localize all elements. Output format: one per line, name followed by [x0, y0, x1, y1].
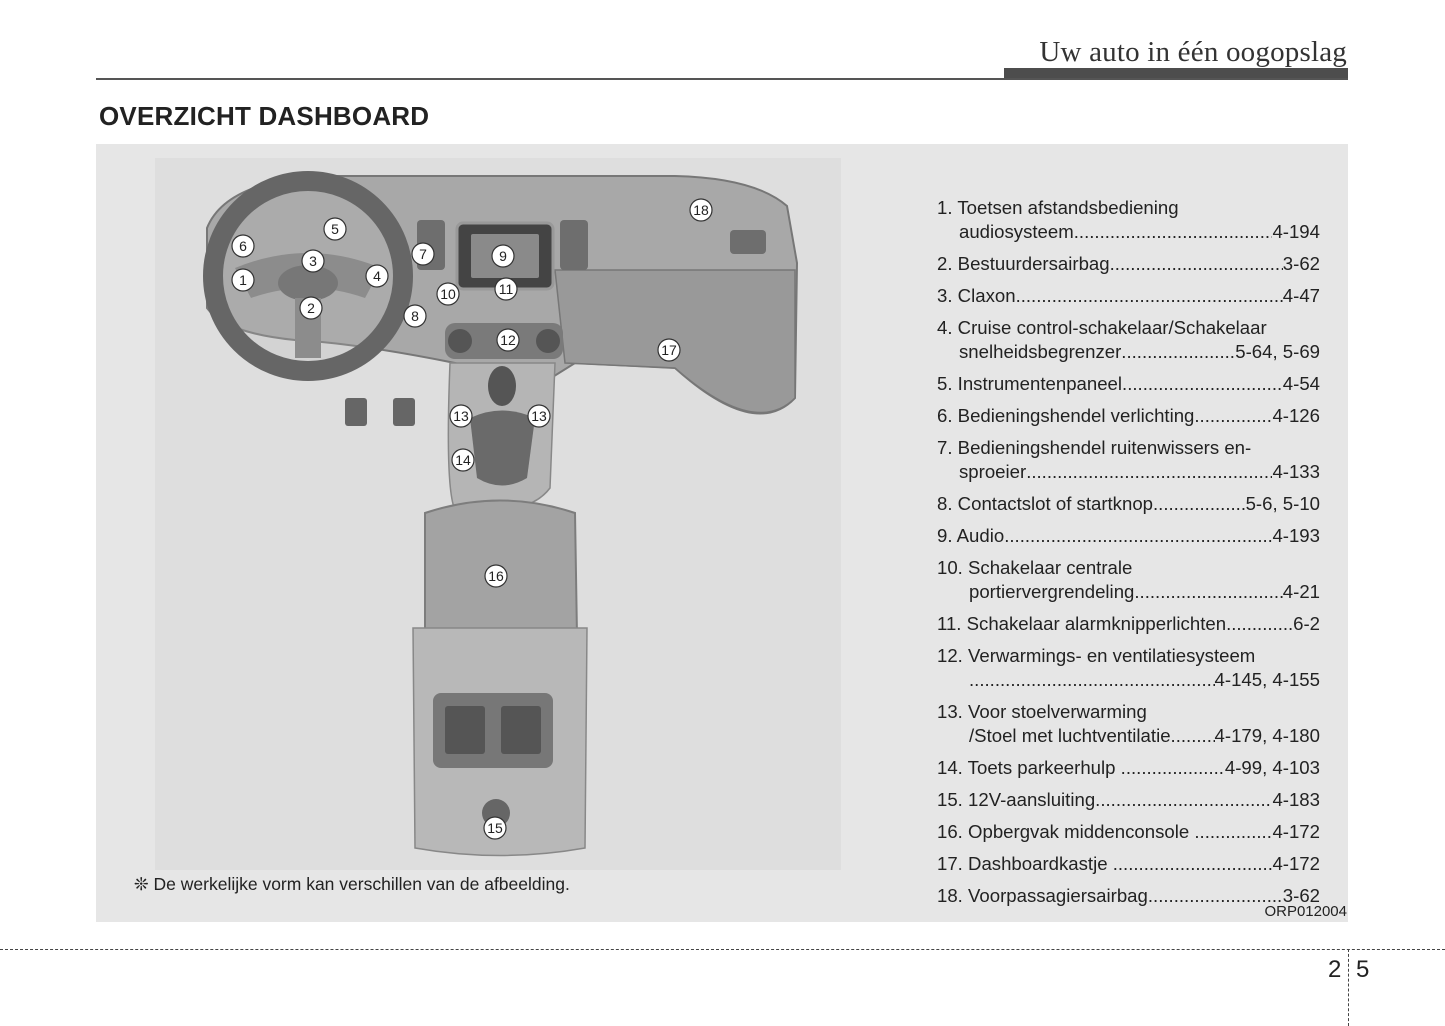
legend-page-ref: 4-54 — [1282, 373, 1320, 394]
legend-page-ref: 4-99, 4-103 — [1224, 757, 1320, 778]
legend-label: 7. Bedieningshendel ruitenwissers en- — [937, 437, 1252, 458]
leader-dots — [1194, 404, 1272, 428]
legend-line — [937, 404, 1320, 428]
callout-number: 7 — [419, 246, 427, 262]
callout-number: 18 — [693, 202, 709, 218]
legend-item — [937, 820, 1320, 844]
leader-dots — [969, 668, 1215, 692]
legend-page-ref: 4-183 — [1272, 789, 1320, 810]
footnote: ❊ De werkelijke vorm kan verschillen van de afbeelding. — [134, 874, 570, 894]
legend-page-ref: 5-64, 5-69 — [1235, 341, 1320, 362]
legend-line — [937, 724, 1320, 748]
leader-dots — [1171, 724, 1215, 748]
legend-list — [937, 196, 1320, 916]
legend-line — [937, 820, 1320, 844]
leader-dots — [1121, 756, 1225, 780]
legend-item — [937, 436, 1320, 484]
callout-number: 16 — [488, 568, 504, 584]
callout-number: 10 — [440, 286, 456, 302]
legend-page-ref: 4-172 — [1272, 853, 1320, 874]
leader-dots — [1095, 788, 1272, 812]
legend-line — [937, 884, 1320, 908]
legend-page-ref: 4-126 — [1272, 405, 1320, 426]
legend-item — [937, 788, 1320, 812]
callout-number: 3 — [309, 253, 317, 269]
legend-item — [937, 252, 1320, 276]
leader-dots — [1134, 580, 1282, 604]
legend-page-ref: 5-6, 5-10 — [1245, 493, 1320, 514]
legend-item — [937, 284, 1320, 308]
legend-item — [937, 316, 1320, 364]
legend-line — [937, 460, 1320, 484]
legend-page-ref: 4-193 — [1272, 525, 1320, 546]
legend-item — [937, 884, 1320, 908]
legend-item — [937, 852, 1320, 876]
legend-line — [937, 668, 1320, 692]
header-rule — [96, 78, 1348, 80]
leader-dots — [1122, 372, 1283, 396]
legend-line — [937, 612, 1320, 636]
callout-number: 14 — [455, 452, 471, 468]
legend-page-ref: 4-179, 4-180 — [1214, 725, 1320, 746]
legend-line — [937, 492, 1320, 516]
legend-page-ref: 6-2 — [1293, 613, 1320, 634]
legend-label: 10. Schakelaar centrale — [937, 557, 1133, 578]
figure-code: ORP012004 — [1264, 903, 1347, 920]
leader-dots — [1004, 524, 1272, 548]
legend-page-ref: 4-145, 4-155 — [1214, 669, 1320, 690]
legend-label: 5. Instrumentenpaneel — [937, 373, 1123, 394]
legend-label: 3. Claxon — [937, 285, 1016, 306]
legend-label: 16. Opbergvak middenconsole — [937, 821, 1195, 842]
legend-label: portiervergrendeling — [969, 581, 1135, 602]
legend-label: 14. Toets parkeerhulp — [937, 757, 1121, 778]
section-title: OVERZICHT DASHBOARD — [99, 101, 430, 131]
callout-number: 13 — [531, 408, 547, 424]
footer-rule — [0, 949, 1445, 950]
legend-page-ref: 4-172 — [1272, 821, 1320, 842]
callout-number: 12 — [500, 332, 516, 348]
legend-line — [937, 220, 1320, 244]
callout-number: 4 — [373, 268, 381, 284]
legend-line — [937, 556, 1320, 580]
callout-number: 17 — [661, 342, 677, 358]
legend-page-ref: 3-62 — [1282, 885, 1320, 906]
callout-number: 8 — [411, 308, 419, 324]
leader-dots — [1226, 612, 1293, 636]
leader-dots — [1110, 252, 1283, 276]
legend-line — [937, 524, 1320, 548]
legend-label: 15. 12V-aansluiting — [937, 789, 1096, 810]
legend-item — [937, 756, 1320, 780]
legend-line — [937, 700, 1320, 724]
legend-label: 11. Schakelaar alarmknipperlichten — [937, 613, 1227, 634]
callout-number: 6 — [239, 238, 247, 254]
legend-line — [937, 316, 1320, 340]
legend-label: 17. Dashboardkastje — [937, 853, 1113, 874]
leader-dots — [1148, 884, 1283, 908]
legend-label: 13. Voor stoelverwarming — [937, 701, 1147, 722]
legend-label: 9. Audio — [937, 525, 1005, 546]
legend-label: 6. Bedieningshendel verlichting — [937, 405, 1195, 426]
legend-item — [937, 612, 1320, 636]
legend-line — [937, 852, 1320, 876]
legend-label: 4. Cruise control-schakelaar/Schakelaar — [937, 317, 1267, 338]
legend-page-ref: 4-21 — [1282, 581, 1320, 602]
legend-line — [937, 252, 1320, 276]
callout-number: 2 — [307, 300, 315, 316]
legend-page-ref: 3-62 — [1282, 253, 1320, 274]
legend-line — [937, 756, 1320, 780]
legend-item — [937, 700, 1320, 748]
leader-dots — [1121, 340, 1235, 364]
legend-item — [937, 556, 1320, 604]
dashboard-illustration — [155, 158, 841, 870]
legend-page-ref: 4-133 — [1272, 461, 1320, 482]
callout-number: 5 — [331, 221, 339, 237]
leader-dots — [1194, 820, 1272, 844]
callout-number: 13 — [453, 408, 469, 424]
legend-line — [937, 788, 1320, 812]
legend-line — [937, 340, 1320, 364]
legend-label: 8. Contactslot of startknop — [937, 493, 1154, 514]
legend-line — [937, 644, 1320, 668]
legend-item — [937, 196, 1320, 244]
legend-line — [937, 196, 1320, 220]
page-number-chapter: 2 — [1328, 956, 1342, 983]
callout-number: 15 — [487, 820, 503, 836]
callout-number: 9 — [499, 248, 507, 264]
legend-line — [937, 580, 1320, 604]
legend-line — [937, 372, 1320, 396]
legend-label: audiosysteem — [959, 221, 1074, 242]
legend-line — [937, 284, 1320, 308]
callout-number: 11 — [498, 281, 514, 297]
legend-item — [937, 524, 1320, 548]
leader-dots — [1153, 492, 1246, 516]
legend-label: sproeier — [959, 461, 1027, 482]
legend-page-ref: 4-194 — [1272, 221, 1320, 242]
legend-item — [937, 644, 1320, 692]
legend-item — [937, 404, 1320, 428]
chapter-title: Uw auto in één oogopslag — [1039, 36, 1347, 68]
legend-label: 18. Voorpassagiersairbag — [937, 885, 1148, 906]
page-number-page: 5 — [1356, 956, 1370, 983]
callout-number: 1 — [239, 272, 247, 288]
legend-line — [937, 436, 1320, 460]
page-divider — [1348, 949, 1349, 1026]
leader-dots — [1026, 460, 1272, 484]
leader-dots — [1113, 852, 1273, 876]
legend-item — [937, 492, 1320, 516]
leader-dots — [1016, 284, 1283, 308]
legend-page-ref: 4-47 — [1282, 285, 1320, 306]
leader-dots — [1074, 220, 1273, 244]
legend-label: snelheidsbegrenzer — [959, 341, 1122, 362]
legend-label: 2. Bestuurdersairbag — [937, 253, 1110, 274]
legend-label: 1. Toetsen afstandsbediening — [937, 197, 1179, 218]
legend-item — [937, 372, 1320, 396]
legend-label: 12. Verwarmings- en ventilatiesysteem — [937, 645, 1256, 666]
legend-label: /Stoel met luchtventilatie — [969, 725, 1171, 746]
